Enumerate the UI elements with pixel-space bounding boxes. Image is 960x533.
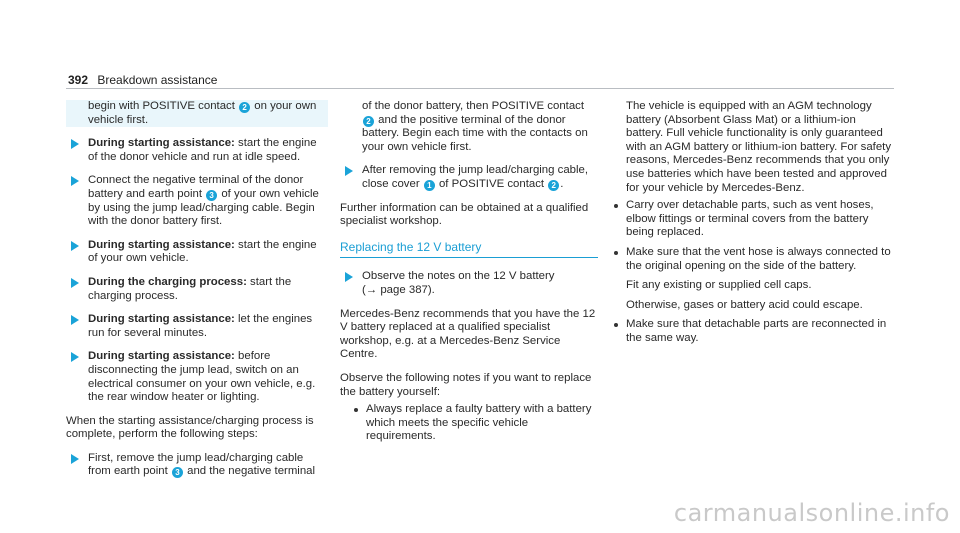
step-observe-notes <box>340 270 598 297</box>
continued-step <box>66 100 328 127</box>
page-reference: (→ page 387). <box>362 283 435 296</box>
marker-2: 2 <box>363 116 374 127</box>
step-start-donor-engine <box>66 137 328 164</box>
column-3 <box>612 100 892 352</box>
step-switch-consumer <box>66 350 328 404</box>
step-text: let the engines run for several minutes. <box>88 313 313 339</box>
bullet-icon <box>614 251 618 255</box>
step-arrow-icon <box>345 166 353 176</box>
marker-3: 3 <box>206 190 217 201</box>
section-title: Replacing the 12 V battery <box>340 241 598 259</box>
step-label: During starting assistance: <box>88 137 235 150</box>
bullet-icon <box>354 408 358 412</box>
continued-step <box>340 100 598 154</box>
step-text: start the charging process. <box>88 275 292 302</box>
step-text: Observe the notes on the 12 V battery <box>362 270 555 283</box>
marker-1: 1 <box>424 180 435 191</box>
paragraph: When the starting assistance/charging process is complete, perform the following steps: <box>66 414 314 441</box>
list-item <box>612 318 892 345</box>
step-run-engines <box>66 313 328 340</box>
column-2 <box>340 100 598 450</box>
header-divider <box>66 88 894 89</box>
paragraph: Fit any existing or supplied cell caps. <box>626 279 812 292</box>
column-1 <box>66 100 328 489</box>
step-arrow-icon <box>71 176 79 186</box>
step-connect-negative <box>66 174 328 228</box>
step-text: . <box>560 177 564 190</box>
marker-3: 3 <box>172 467 183 478</box>
step-text: After removing the jump lead/charging cable, close cover <box>362 164 589 190</box>
list-item-text: Make sure that detachable parts are reconnected in the same way. <box>626 318 887 344</box>
step-charging <box>66 276 328 303</box>
step-text: of your own vehicle by using the jump lead/charging cable. Begin with the donor battery first. <box>88 187 319 228</box>
page-title: Breakdown assistance <box>97 73 218 87</box>
page-header <box>68 73 217 87</box>
list-item-text: Make sure that the vent hose is always connected to the original opening on the side of the battery. <box>626 245 891 272</box>
paragraph: Observe the following notes if you want to replace the battery yourself: <box>340 371 592 398</box>
list-item-text: Always replace a faulty battery with a battery which meets the specific vehicle requirements. <box>366 403 592 443</box>
step-arrow-icon <box>71 241 79 251</box>
paragraph: Otherwise, gases or battery acid could escape. <box>626 298 863 311</box>
watermark: carmanualsonline.info <box>673 499 950 527</box>
paragraph: Mercedes-Benz recommends that you have the 12 V battery replaced at a qualified specialist workshop, e.g. at a Mercedes-Benz Service Centre. <box>340 307 596 361</box>
step-text: Connect the negative terminal of the donor battery and earth point <box>88 174 304 200</box>
text: on your own vehicle first. <box>88 100 317 126</box>
step-label: During the charging process: <box>88 275 247 288</box>
step-start-own-engine <box>66 239 328 266</box>
list-item <box>612 246 892 273</box>
step-remove-cable <box>66 452 328 479</box>
step-text: of POSITIVE contact <box>438 177 545 190</box>
paragraph: The vehicle is equipped with an AGM technology battery (Absorbent Glass Mat) or a lithium-ion battery. Full vehicle functionality is only guaranteed with an AGM battery or lithium-ion battery. For safety reasons, Mercedes-Benz recommends that you only use batteries which have been tested and approved for your vehicle by Mercedes-Benz. <box>626 100 892 194</box>
list-item-text: Carry over detachable parts, such as vent hoses, elbow fittings or terminal covers from the battery being replaced. <box>626 199 874 239</box>
step-arrow-icon <box>345 272 353 282</box>
step-text: start the engine of the donor vehicle and run at idle speed. <box>88 137 317 163</box>
marker-2: 2 <box>239 102 250 113</box>
text: and the positive terminal of the donor battery. Begin each time with the contacts on your own vehicle first. <box>362 113 588 153</box>
page-number: 392 <box>68 73 89 87</box>
marker-2: 2 <box>548 180 559 191</box>
paragraph: Further information can be obtained at a qualified specialist workshop. <box>340 201 589 228</box>
step-text: before disconnecting the jump lead, switch on an electrical consumer on your own vehicle, e.g. the rear window heater or lighting. <box>88 350 316 404</box>
step-arrow-icon <box>71 454 79 464</box>
bullet-icon <box>614 204 618 208</box>
text: of the donor battery, then POSITIVE contact <box>362 100 585 112</box>
step-text: start the engine of your own vehicle. <box>88 238 317 265</box>
step-label: During starting assistance: <box>88 238 235 251</box>
text: begin with POSITIVE contact <box>88 100 235 112</box>
step-label: During starting assistance: <box>88 350 235 363</box>
list-item <box>612 199 892 240</box>
step-close-cover <box>340 164 598 191</box>
step-arrow-icon <box>71 352 79 362</box>
list-item <box>340 403 598 444</box>
step-arrow-icon <box>71 139 79 149</box>
step-text: and the negative terminal <box>187 465 316 478</box>
step-label: During starting assistance: <box>88 313 235 326</box>
bullet-icon <box>614 323 618 327</box>
step-arrow-icon <box>71 278 79 288</box>
step-text: First, remove the jump lead/charging cable from earth point <box>88 451 304 478</box>
step-arrow-icon <box>71 315 79 325</box>
